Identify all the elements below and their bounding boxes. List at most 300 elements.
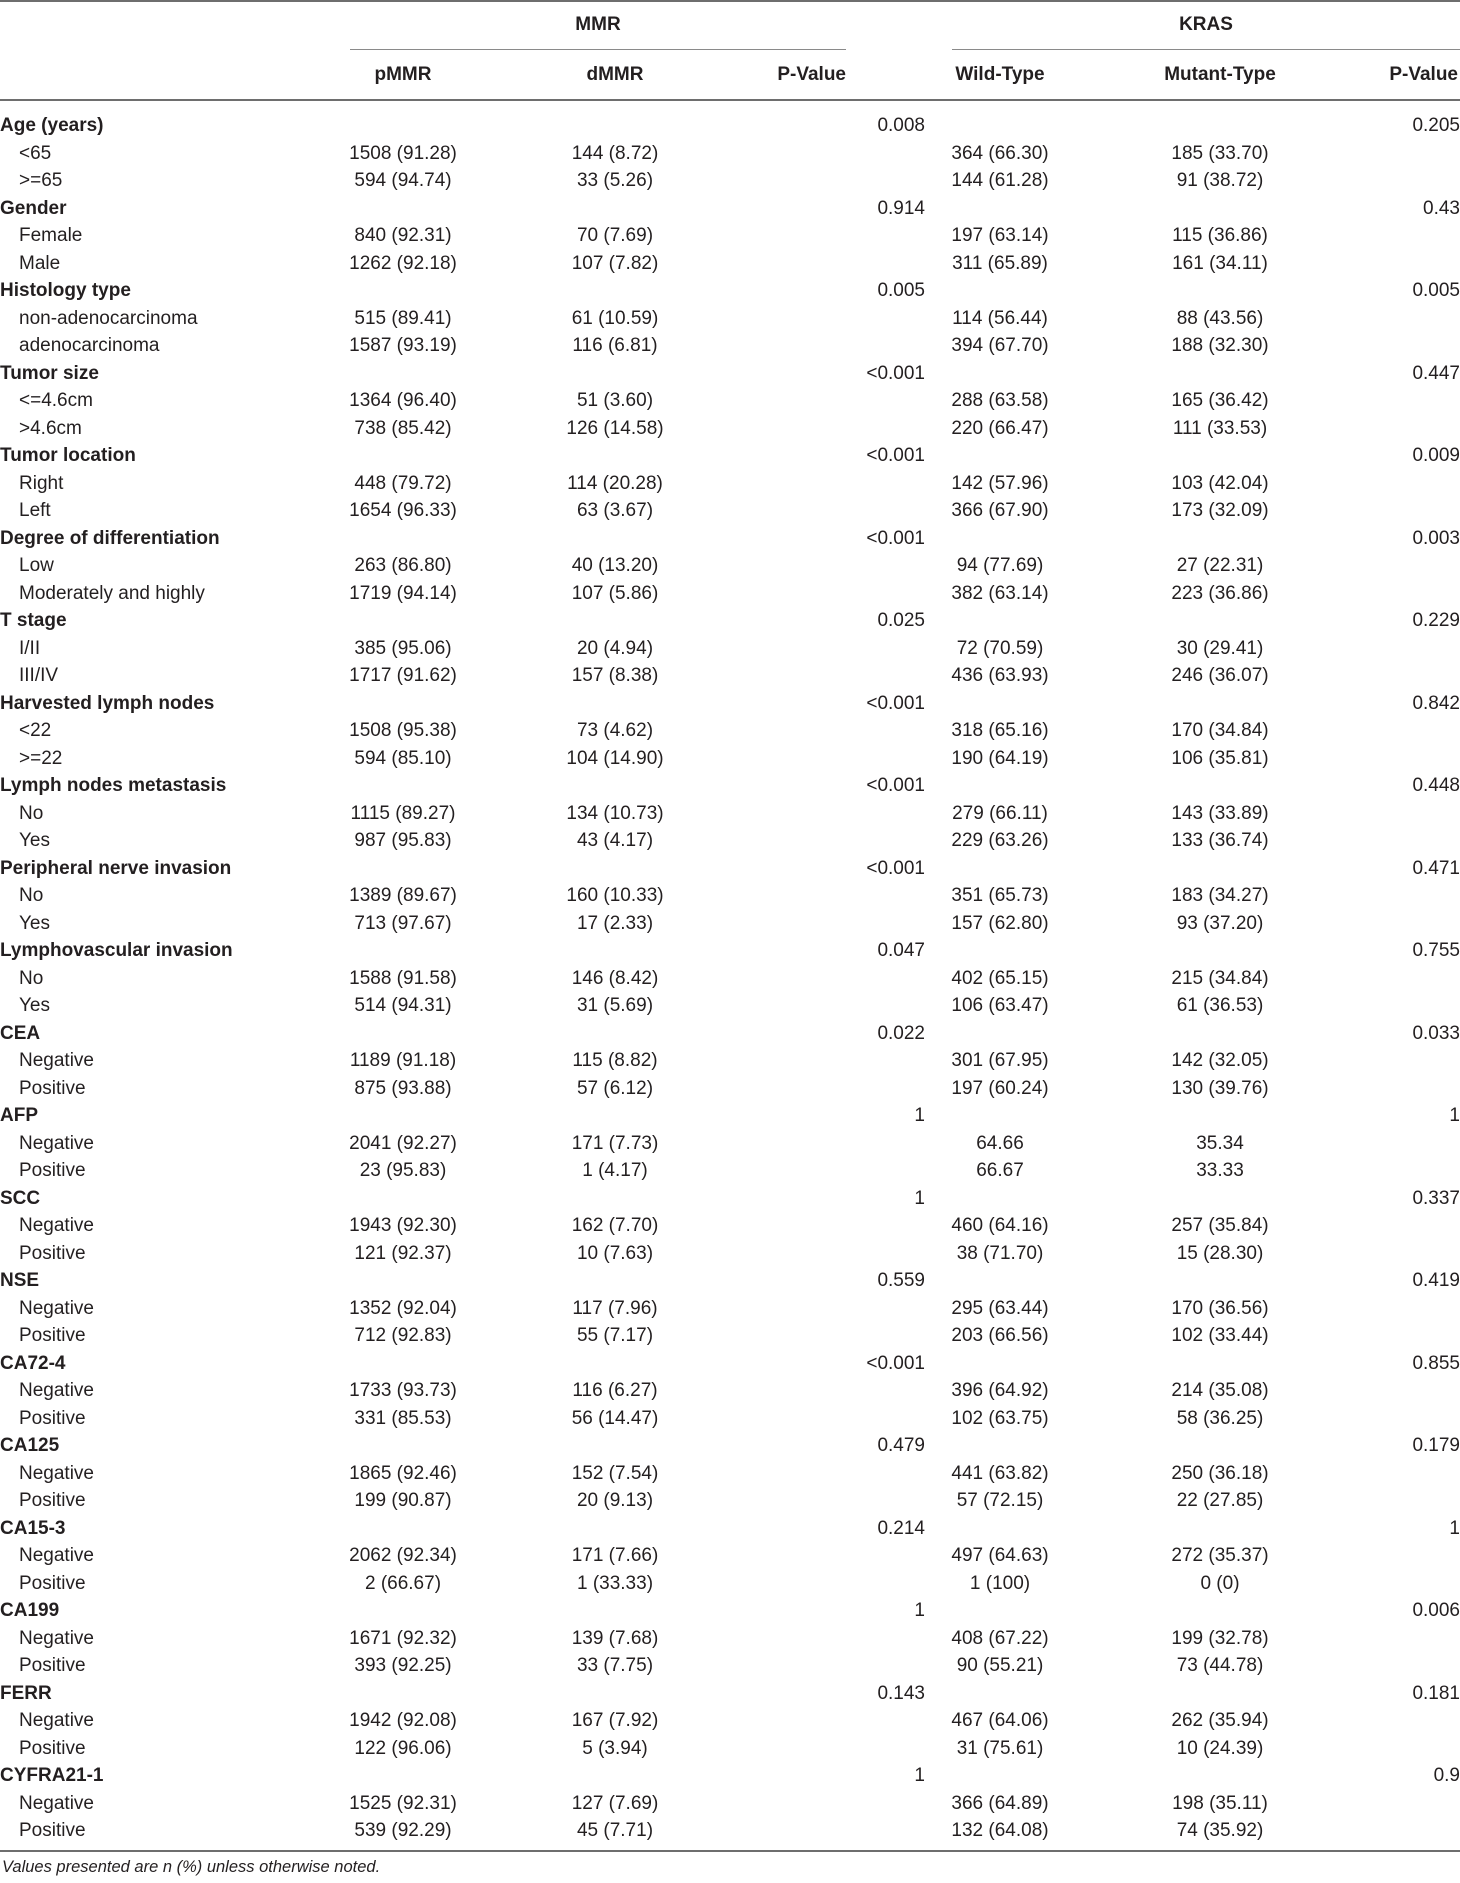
dmmr-value: 40 (13.20) (571, 555, 659, 576)
wild-type-value: 90 (55.21) (956, 1655, 1044, 1676)
section-label: Degree of differentiation (0, 527, 220, 549)
wild-type-value: 190 (64.19) (951, 747, 1049, 769)
pmmr-value: 2041 (92.27) (349, 1132, 457, 1154)
section-label: Tumor location (0, 445, 136, 466)
section-row (0, 1020, 1460, 1048)
kras-p-value: 0.009 (1412, 445, 1460, 466)
section-label: T stage (0, 610, 67, 631)
row-label: non-adenocarcinoma (19, 307, 198, 329)
pmmr-value: 385 (95.06) (354, 637, 452, 659)
mutant-type-value: 91 (38.72) (1176, 170, 1264, 191)
dmmr-value: 171 (7.73) (571, 1132, 659, 1154)
table-row (0, 1157, 1460, 1185)
pmmr-value: 987 (95.83) (354, 830, 452, 851)
mmr-p-value: 0.559 (877, 1270, 925, 1291)
table-row (0, 305, 1460, 333)
table-row (0, 552, 1460, 580)
mutant-type-value: 22 (27.85) (1176, 1490, 1264, 1511)
kras-p-value: 0.855 (1412, 1352, 1460, 1374)
section-row (0, 1680, 1460, 1708)
kras-p-value: 0.842 (1412, 692, 1460, 714)
section-row (0, 1267, 1460, 1295)
wild-type-value: 102 (63.75) (951, 1407, 1049, 1429)
mutant-type-value: 170 (36.56) (1171, 1297, 1269, 1319)
bottom-rule (0, 1850, 1460, 1852)
table-row (0, 910, 1460, 938)
table-row (0, 1047, 1460, 1075)
dmmr-value: 152 (7.54) (571, 1462, 659, 1484)
wild-type-value: 38 (71.70) (956, 1242, 1044, 1264)
mmr-p-value: 0.005 (877, 280, 925, 301)
wild-type-value: 106 (63.47) (951, 995, 1049, 1016)
pmmr-value: 1364 (96.40) (349, 390, 457, 411)
row-label: >=22 (19, 747, 63, 769)
table-footnote: Values presented are n (%) unless otherwise noted. (2, 1858, 381, 1876)
mutant-type-value: 183 (34.27) (1171, 885, 1269, 906)
top-rule (0, 0, 1460, 2)
pmmr-value: 263 (86.80) (354, 555, 452, 576)
kras-p-value: 0.471 (1412, 857, 1460, 879)
section-label: CA72-4 (0, 1352, 66, 1374)
mutant-type-value: 262 (35.94) (1171, 1710, 1269, 1731)
section-row (0, 112, 1460, 140)
kras-p-value: 0.033 (1412, 1022, 1460, 1044)
dmmr-value: 167 (7.92) (571, 1710, 659, 1731)
wild-type-value: 31 (75.61) (956, 1737, 1044, 1759)
mmr-p-value: 1 (914, 1105, 925, 1126)
dmmr-value: 171 (7.66) (571, 1545, 659, 1566)
wild-type-value: 144 (61.28) (951, 170, 1049, 191)
pmmr-value: 1733 (93.73) (349, 1380, 457, 1401)
dmmr-value: 107 (5.86) (571, 582, 659, 604)
mutant-type-value: 130 (39.76) (1171, 1077, 1269, 1099)
row-label: Positive (19, 1572, 86, 1594)
row-label: Negative (19, 1627, 94, 1649)
col-header-wild-type: Wild-Type (955, 64, 1045, 85)
pmmr-value: 1717 (91.62) (349, 665, 457, 686)
row-label: Female (19, 225, 83, 246)
table-row (0, 1707, 1460, 1735)
table-row (0, 1130, 1460, 1158)
kras-p-value: 0.9 (1433, 1765, 1460, 1786)
mutant-type-value: 246 (36.07) (1171, 665, 1269, 686)
row-label: Positive (19, 1242, 86, 1264)
mutant-type-value: 214 (35.08) (1171, 1380, 1269, 1401)
pmmr-value: 1525 (92.31) (349, 1792, 457, 1814)
dmmr-value: 33 (5.26) (576, 170, 654, 191)
mutant-type-value: 257 (35.84) (1171, 1215, 1269, 1236)
kras-p-value: 0.005 (1412, 280, 1460, 301)
row-label: Yes (19, 995, 50, 1016)
wild-type-value: 436 (63.93) (951, 665, 1049, 686)
dmmr-value: 43 (4.17) (576, 830, 654, 851)
wild-type-value: 441 (63.82) (951, 1462, 1049, 1484)
dmmr-value: 126 (14.58) (566, 417, 664, 439)
row-label: I/II (19, 637, 41, 659)
wild-type-value: 142 (57.96) (951, 472, 1049, 494)
section-label: AFP (0, 1105, 38, 1126)
table-row (0, 140, 1460, 168)
section-label: CA15-3 (0, 1517, 66, 1539)
wild-type-value: 311 (65.89) (952, 252, 1048, 274)
row-label: III/IV (19, 665, 59, 686)
pmmr-value: 1719 (94.14) (349, 582, 457, 604)
table-row (0, 387, 1460, 415)
mmr-p-value: <0.001 (866, 527, 925, 549)
wild-type-value: 408 (67.22) (951, 1627, 1049, 1649)
wild-type-value: 366 (67.90) (951, 500, 1049, 521)
row-label: Negative (19, 1050, 94, 1071)
row-label: >4.6cm (19, 417, 82, 439)
mmr-p-value: 1 (914, 1187, 925, 1209)
mutant-type-value: 115 (36.86) (1172, 225, 1268, 246)
wild-type-value: 132 (64.08) (951, 1820, 1049, 1841)
wild-type-value: 157 (62.80) (951, 912, 1049, 934)
section-label: Tumor size (0, 362, 99, 384)
row-label: Negative (19, 1710, 94, 1731)
table-row (0, 222, 1460, 250)
table-row (0, 800, 1460, 828)
row-label: Positive (19, 1737, 86, 1759)
mmr-p-value: 1 (914, 1765, 925, 1786)
row-label: adenocarcinoma (19, 335, 160, 356)
section-label: Age (years) (0, 115, 104, 136)
section-row (0, 1432, 1460, 1460)
kras-p-value: 0.229 (1412, 610, 1460, 631)
mutant-type-value: 10 (24.39) (1176, 1737, 1264, 1759)
pmmr-value: 122 (96.06) (354, 1737, 452, 1759)
wild-type-value: 366 (64.89) (951, 1792, 1049, 1814)
dmmr-value: 63 (3.67) (576, 500, 654, 521)
header-rule (0, 99, 1460, 101)
pmmr-value: 1508 (95.38) (349, 720, 457, 741)
mutant-type-value: 188 (32.30) (1171, 335, 1269, 356)
row-label: <=4.6cm (19, 390, 93, 411)
col-header-dmmr: dMMR (586, 64, 644, 85)
table-row (0, 1817, 1460, 1845)
section-row (0, 195, 1460, 223)
wild-type-value: 467 (64.06) (951, 1710, 1049, 1731)
dmmr-value: 73 (4.62) (576, 720, 654, 741)
pmmr-value: 1942 (92.08) (349, 1710, 457, 1731)
mutant-type-value: 102 (33.44) (1171, 1325, 1269, 1346)
wild-type-value: 203 (66.56) (951, 1325, 1049, 1346)
dmmr-value: 45 (7.71) (576, 1820, 654, 1841)
dmmr-value: 61 (10.59) (571, 307, 659, 329)
kras-p-value: 1 (1449, 1517, 1460, 1539)
mmr-p-value: 0.479 (877, 1435, 925, 1456)
row-label: No (19, 802, 44, 824)
dmmr-value: 55 (7.17) (576, 1325, 654, 1346)
pmmr-value: 515 (89.41) (354, 307, 452, 329)
mutant-type-value: 170 (34.84) (1171, 720, 1269, 741)
table-row (0, 745, 1460, 773)
row-label: Positive (19, 1490, 86, 1511)
kras-p-value: 0.205 (1412, 115, 1460, 136)
pmmr-value: 1352 (92.04) (349, 1297, 457, 1319)
wild-type-value: 1 (100) (969, 1572, 1031, 1594)
dmmr-value: 20 (4.94) (576, 637, 654, 659)
section-label: FERR (0, 1682, 52, 1704)
dmmr-value: 70 (7.69) (576, 225, 654, 246)
section-row (0, 360, 1460, 388)
pmmr-value: 875 (93.88) (354, 1077, 452, 1099)
dmmr-value: 127 (7.69) (571, 1792, 659, 1814)
table-row (0, 827, 1460, 855)
dmmr-value: 116 (6.27) (572, 1380, 658, 1401)
row-label: Negative (19, 1132, 94, 1154)
dmmr-value: 31 (5.69) (576, 995, 654, 1016)
wild-type-value: 229 (63.26) (951, 830, 1049, 851)
pmmr-value: 1587 (93.19) (349, 335, 457, 356)
row-label: Yes (19, 830, 50, 851)
mmr-p-value: 0.025 (877, 610, 925, 631)
table-row (0, 580, 1460, 608)
section-row (0, 855, 1460, 883)
wild-type-value: 301 (67.95) (951, 1050, 1049, 1071)
section-label: Lymph nodes metastasis (0, 775, 227, 796)
dmmr-value: 160 (10.33) (566, 885, 664, 906)
mutant-type-value: 106 (35.81) (1171, 747, 1269, 769)
dmmr-value: 146 (8.42) (571, 967, 659, 989)
pmmr-value: 1389 (89.67) (349, 885, 457, 906)
kras-p-value: 0.755 (1412, 940, 1460, 961)
dmmr-value: 157 (8.38) (571, 665, 659, 686)
section-row (0, 1597, 1460, 1625)
section-label: CA199 (0, 1600, 60, 1621)
section-row (0, 1515, 1460, 1543)
section-label: CA125 (0, 1435, 60, 1456)
wild-type-value: 351 (65.73) (951, 885, 1049, 906)
dmmr-value: 117 (7.96) (572, 1297, 658, 1319)
dmmr-value: 116 (6.81) (572, 335, 658, 356)
row-label: Positive (19, 1077, 86, 1099)
wild-type-value: 66.67 (976, 1160, 1024, 1181)
section-label: CEA (0, 1022, 41, 1044)
row-label: Positive (19, 1655, 86, 1676)
mutant-type-value: 35.34 (1196, 1132, 1244, 1154)
col-header-kras-pvalue: P-Value (1389, 64, 1458, 85)
pmmr-value: 1508 (91.28) (349, 142, 457, 164)
mutant-type-value: 88 (43.56) (1176, 307, 1264, 329)
table-row (0, 965, 1460, 993)
mutant-type-value: 272 (35.37) (1171, 1545, 1269, 1566)
wild-type-value: 57 (72.15) (956, 1490, 1044, 1511)
row-label: Positive (19, 1407, 86, 1429)
pmmr-value: 121 (92.37) (354, 1242, 452, 1264)
mutant-type-value: 58 (36.25) (1176, 1407, 1264, 1429)
section-label: Gender (0, 197, 67, 219)
table-row (0, 250, 1460, 278)
wild-type-value: 279 (66.11) (952, 802, 1048, 824)
section-label: SCC (0, 1187, 41, 1209)
section-row (0, 937, 1460, 965)
group-header-mmr: MMR (575, 14, 621, 35)
mmr-p-value: <0.001 (866, 775, 925, 796)
pmmr-value: 539 (92.29) (354, 1820, 452, 1841)
kras-p-value: 0.003 (1412, 527, 1460, 549)
mutant-type-value: 0 (0) (1200, 1572, 1240, 1594)
mutant-type-value: 185 (33.70) (1171, 142, 1269, 164)
section-row (0, 277, 1460, 305)
mmr-p-value: 1 (914, 1600, 925, 1621)
mutant-type-value: 33.33 (1196, 1160, 1244, 1181)
pmmr-value: 514 (94.31) (354, 995, 452, 1016)
dmmr-value: 107 (7.82) (571, 252, 659, 274)
wild-type-value: 396 (64.92) (951, 1380, 1049, 1401)
col-header-pmmr: pMMR (374, 64, 432, 85)
table-row (0, 717, 1460, 745)
mutant-type-value: 199 (32.78) (1171, 1627, 1269, 1649)
table-row (0, 662, 1460, 690)
kras-p-value: 1 (1449, 1105, 1460, 1126)
mutant-type-value: 30 (29.41) (1176, 637, 1264, 659)
mmr-p-value: 0.047 (877, 940, 925, 961)
mutant-type-value: 161 (34.11) (1172, 252, 1268, 274)
section-label: Harvested lymph nodes (0, 692, 215, 714)
wild-type-value: 197 (60.24) (951, 1077, 1049, 1099)
row-label: Negative (19, 1297, 94, 1319)
kras-underline (952, 49, 1460, 50)
dmmr-value: 104 (14.90) (566, 747, 664, 769)
table-row (0, 1212, 1460, 1240)
table-row (0, 1075, 1460, 1103)
section-row (0, 442, 1460, 470)
col-header-mutant-type: Mutant-Type (1164, 64, 1276, 85)
kras-p-value: 0.447 (1412, 362, 1460, 384)
section-row (0, 1102, 1460, 1130)
pmmr-value: 1262 (92.18) (349, 252, 457, 274)
mutant-type-value: 27 (22.31) (1176, 555, 1264, 576)
wild-type-value: 295 (63.44) (951, 1297, 1049, 1319)
table-row (0, 1790, 1460, 1818)
row-label: Negative (19, 1380, 94, 1401)
mutant-type-value: 111 (33.53) (1172, 417, 1268, 439)
section-label: NSE (0, 1270, 40, 1291)
mutant-type-value: 61 (36.53) (1176, 995, 1264, 1016)
table-row (0, 415, 1460, 443)
mmr-p-value: <0.001 (866, 362, 925, 384)
pmmr-value: 712 (92.83) (354, 1325, 452, 1346)
table-row (0, 1405, 1460, 1433)
row-label: Negative (19, 1462, 94, 1484)
table-row (0, 635, 1460, 663)
pmmr-value: 594 (85.10) (354, 747, 452, 769)
mmr-p-value: 0.143 (877, 1682, 925, 1704)
section-label: Histology type (0, 280, 131, 301)
section-row (0, 1350, 1460, 1378)
pmmr-value: 199 (90.87) (354, 1490, 452, 1511)
row-label: Right (19, 472, 64, 494)
wild-type-value: 394 (67.70) (951, 335, 1049, 356)
mutant-type-value: 103 (42.04) (1171, 472, 1269, 494)
mutant-type-value: 215 (34.84) (1171, 967, 1269, 989)
pmmr-value: 1865 (92.46) (349, 1462, 457, 1484)
mmr-underline (350, 49, 846, 50)
wild-type-value: 197 (63.14) (951, 225, 1049, 246)
dmmr-value: 1 (33.33) (576, 1572, 654, 1594)
mmr-p-value: <0.001 (866, 692, 925, 714)
kras-p-value: 0.419 (1412, 1270, 1460, 1291)
row-label: Left (19, 500, 51, 521)
pmmr-value: 393 (92.25) (354, 1655, 452, 1676)
mutant-type-value: 73 (44.78) (1176, 1655, 1264, 1676)
row-label: Negative (19, 1545, 94, 1566)
row-label: Positive (19, 1325, 86, 1346)
mmr-p-value: <0.001 (866, 857, 925, 879)
dmmr-value: 139 (7.68) (571, 1627, 659, 1649)
dmmr-value: 33 (7.75) (576, 1655, 654, 1676)
table-row (0, 1625, 1460, 1653)
mmr-p-value: <0.001 (866, 445, 925, 466)
section-row (0, 525, 1460, 553)
kras-p-value: 0.179 (1412, 1435, 1460, 1456)
wild-type-value: 64.66 (976, 1132, 1024, 1154)
section-label: CYFRA21-1 (0, 1765, 104, 1786)
pmmr-value: 1654 (96.33) (349, 500, 457, 521)
kras-p-value: 0.448 (1412, 775, 1460, 796)
table-row (0, 470, 1460, 498)
pmmr-value: 713 (97.67) (354, 912, 452, 934)
table-row (0, 1322, 1460, 1350)
table-row (0, 332, 1460, 360)
table-row (0, 1542, 1460, 1570)
table-row (0, 1460, 1460, 1488)
wild-type-value: 318 (65.16) (951, 720, 1049, 741)
mmr-p-value: 0.914 (877, 197, 925, 219)
row-label: Negative (19, 1215, 94, 1236)
section-row (0, 1185, 1460, 1213)
pmmr-value: 331 (85.53) (354, 1407, 452, 1429)
section-label: Lymphovascular invasion (0, 940, 233, 961)
row-label: Moderately and highly (19, 582, 205, 604)
row-label: Male (19, 252, 61, 274)
wild-type-value: 460 (64.16) (951, 1215, 1049, 1236)
section-label: Peripheral nerve invasion (0, 857, 232, 879)
row-label: No (19, 885, 44, 906)
table-row (0, 1295, 1460, 1323)
dmmr-value: 17 (2.33) (576, 912, 654, 934)
table-row (0, 1240, 1460, 1268)
wild-type-value: 220 (66.47) (951, 417, 1049, 439)
mutant-type-value: 173 (32.09) (1171, 500, 1269, 521)
row-label: Yes (19, 912, 50, 934)
mutant-type-value: 142 (32.05) (1171, 1050, 1269, 1071)
table-row (0, 1377, 1460, 1405)
kras-p-value: 0.181 (1412, 1682, 1460, 1704)
row-label: Positive (19, 1820, 86, 1841)
row-label: <22 (19, 720, 52, 741)
row-label: <65 (19, 142, 52, 164)
wild-type-value: 402 (65.15) (951, 967, 1049, 989)
wild-type-value: 364 (66.30) (951, 142, 1049, 164)
section-row (0, 772, 1460, 800)
section-row (0, 1762, 1460, 1790)
mmr-p-value: <0.001 (866, 1352, 925, 1374)
pmmr-value: 840 (92.31) (354, 225, 452, 246)
wild-type-value: 94 (77.69) (956, 555, 1044, 576)
dmmr-value: 1 (4.17) (582, 1160, 648, 1181)
row-label: Positive (19, 1160, 86, 1181)
data-table (0, 112, 1460, 1845)
wild-type-value: 497 (64.63) (951, 1545, 1049, 1566)
table-row (0, 497, 1460, 525)
dmmr-value: 57 (6.12) (576, 1077, 654, 1099)
dmmr-value: 134 (10.73) (566, 802, 664, 824)
mmr-p-value: 0.008 (877, 115, 925, 136)
row-label: No (19, 967, 44, 989)
mmr-p-value: 0.214 (877, 1517, 925, 1539)
